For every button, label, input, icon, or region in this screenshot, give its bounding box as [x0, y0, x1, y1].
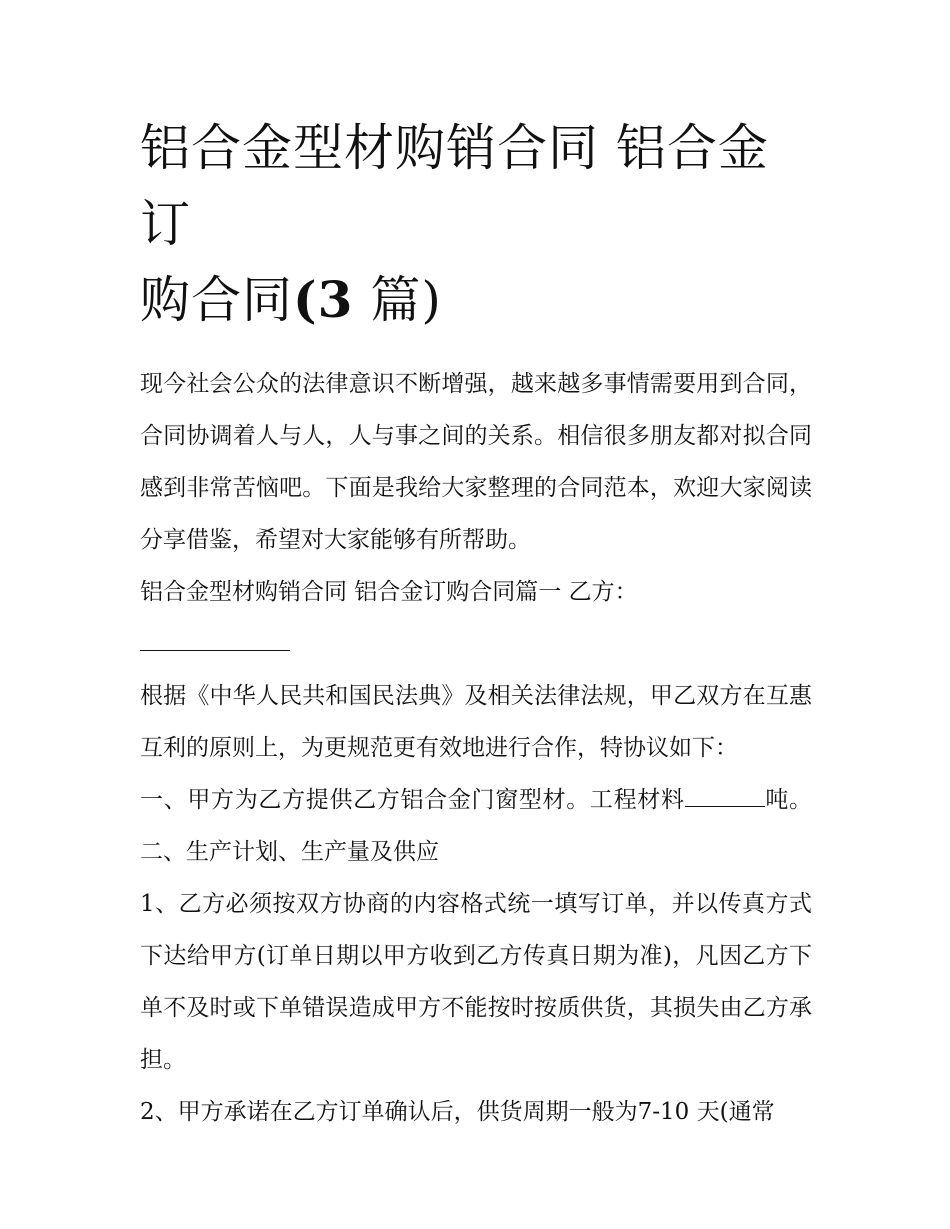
basis-paragraph: 根据《中华人民共和国民法典》及相关法律法规，甲乙双方在互惠互利的原则上，为更规范更有效地进行合作，特协议如下： — [140, 683, 812, 761]
clause-1-prefix: 一、甲方为乙方提供乙方铝合金门窗型材。工程材料 — [140, 787, 685, 813]
section-heading: 铝合金型材购销合同 铝合金订购合同篇一 乙方： — [140, 579, 638, 605]
title-line-1: 铝合金型材购销合同 铝合金订 — [140, 119, 769, 253]
document-page — [140, 110, 812, 1138]
clause-1-paragraph — [140, 774, 812, 878]
document-title — [140, 110, 812, 338]
intro-paragraph: 现今社会公众的法律意识不断增强，越来越多事情需要用到合同，合同协调着人与人，人与事之间的关系。相信很多朋友都对拟合同感到非常苦恼吧。下面是我给大家整理的合同范本，欢迎大家阅读分享借鉴，希望对大家能够有所帮助。 — [140, 371, 812, 553]
party-b-blank-line — [140, 628, 290, 651]
title-line-2-bold: (3 — [293, 270, 354, 329]
material-quantity-blank — [685, 786, 765, 807]
item-2-paragraph: 2、甲方承诺在乙方订单确认后，供货周期一般为7-10 天(通常 — [140, 1099, 775, 1125]
blank-line-paragraph — [140, 618, 812, 670]
item-1-paragraph: 1、乙方必须按双方协商的内容格式统一填写订单，并以传真方式下达给甲方(订单日期以甲方收到乙方传真日期为准)，凡因乙方下单不及时或下单错误造成甲方不能按时按质供货，其损失由乙方承担。 — [140, 891, 812, 1073]
title-line-2-suffix: 篇) — [353, 271, 442, 329]
title-line-2-prefix: 购合同 — [140, 271, 293, 329]
clause-1-suffix: 吨。 二、生产计划、生产量及供应 — [140, 787, 813, 865]
